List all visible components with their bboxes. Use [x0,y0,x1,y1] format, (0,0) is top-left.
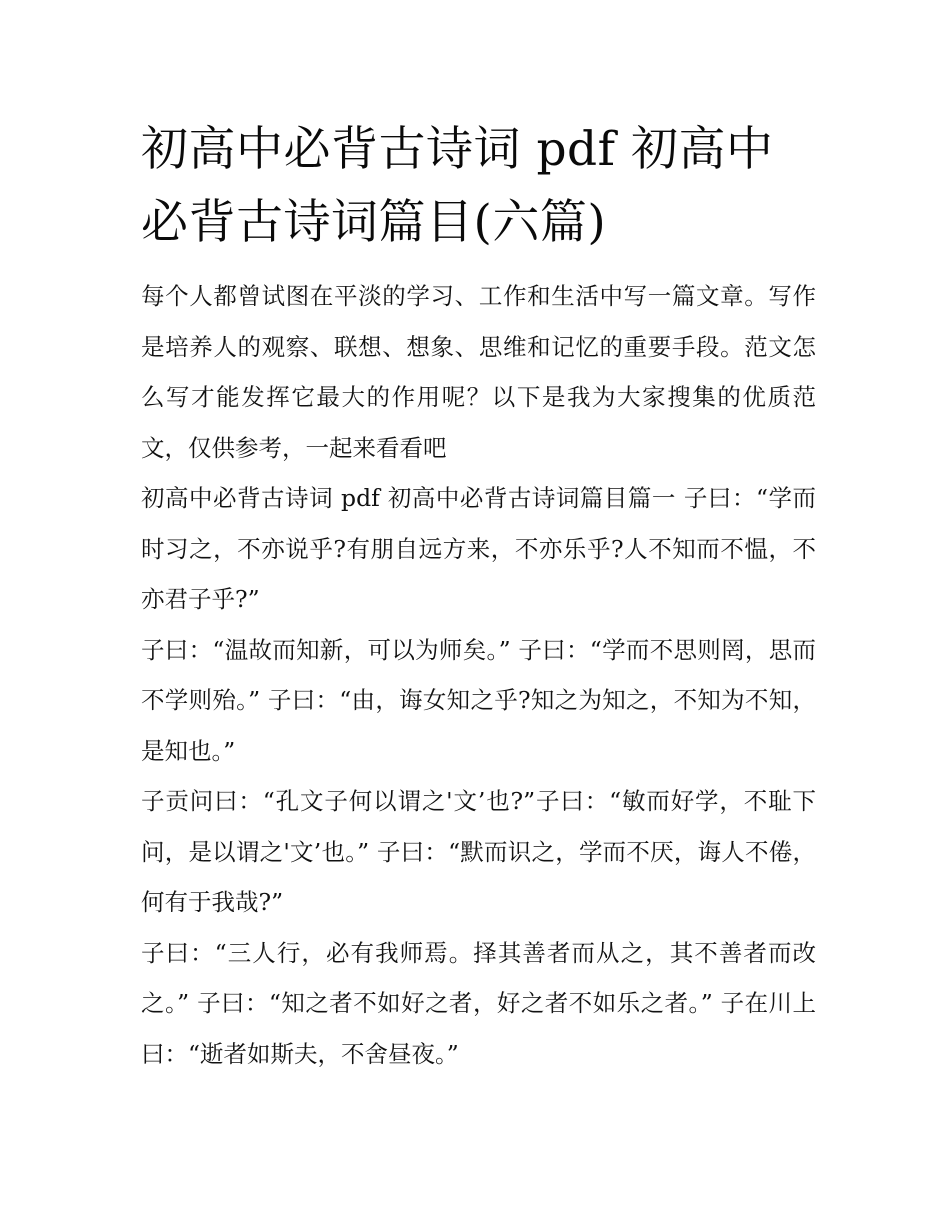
body-paragraph: 初高中必背古诗词 pdf 初高中必背古诗词篇目篇一 子曰：“学而时习之，不亦说乎?有朋自远方来，不亦乐乎?人不知而不愠，不亦君子乎?” [141,484,816,613]
intro-paragraph: 每个人都曾试图在平淡的学习、工作和生活中写一篇文章。写作是培养人的观察、联想、想象、思维和记忆的重要手段。范文怎么写才能发挥它最大的作用呢？以下是我为大家搜集的优质范文，仅供参考，一起来看看吧 [141,282,816,462]
document-page [141,113,816,1079]
document-title: 初高中必背古诗词 pdf 初高中必背古诗词篇目(六篇) [141,122,774,250]
body-paragraph: 子曰：“三人行，必有我师焉。择其善者而从之，其不善者而改之。” 子曰：“知之者不如好之者，好之者不如乐之者。” 子在川上曰：“逝者如斯夫，不舍昼夜。” [141,938,816,1068]
body-paragraph: 子曰：“温故而知新，可以为师矣。” 子曰：“学而不思则罔，思而不学则殆。” 子曰：“由，诲女知之乎?知之为知之，不知为不知，是知也。” [141,635,816,765]
body-paragraph: 子贡问曰：“孔文子何以谓之'文’也?”子曰：“敏而好学，不耻下问，是以谓之'文’也。” 子曰：“默而识之，学而不厌，诲人不倦，何有于我哉?” [141,787,816,916]
